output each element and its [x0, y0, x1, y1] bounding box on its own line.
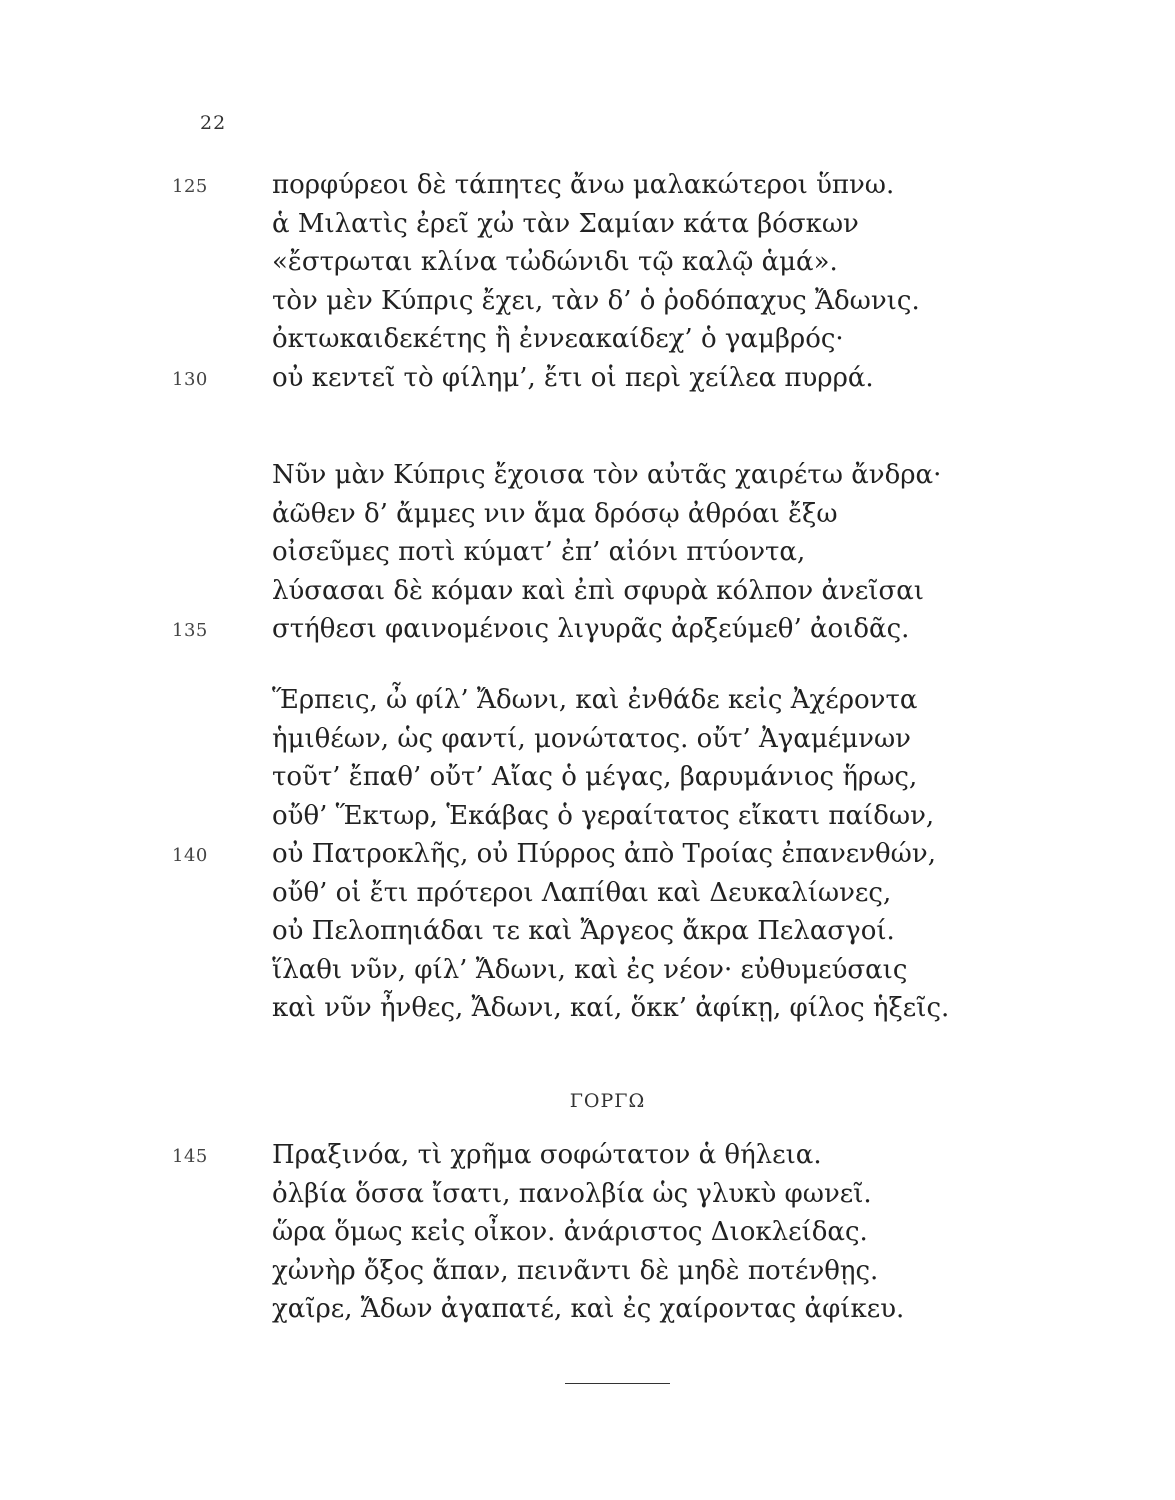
verse-line — [0, 614, 1175, 654]
verse-text: χαῖρε, Ἄδων ἀγαπατέ, καὶ ἐς χαίροντας ἀφίκευ. — [272, 1294, 905, 1324]
verse-text: καὶ νῦν ἦνθες, Ἄδωνι, καί, ὅκκ’ ἀφίκῃ, φίλος ἡξεῖς. — [272, 993, 950, 1023]
verse-line — [0, 955, 1175, 995]
verse-text: χὠνὴρ ὄξος ἅπαν, πεινᾶντι δὲ μηδὲ ποτένθῃς. — [272, 1255, 879, 1286]
verse-line — [0, 801, 1175, 841]
verse-text: ἵλαθι νῦν, φίλ’ Ἄδωνι, καὶ ἐς νέον· εὐθυμεύσαις — [272, 954, 908, 985]
verse-text: οὐ Πελοπηιάδαι τε καὶ Ἄργεος ἄκρα Πελασγοί. — [272, 916, 895, 946]
line-number: 135 — [172, 620, 208, 641]
verse-text: Πραξινόα, τὶ χρῆμα σοφώτατον ἁ θήλεια. — [272, 1140, 822, 1170]
verse-text: πορφύρεοι δὲ τάπητες ἄνω μαλακώτεροι ὕπνω. — [272, 170, 895, 200]
verse-text: ἀῶθεν δ’ ἄμμες νιν ἅμα δρόσῳ ἀθρόαι ἔξω — [272, 498, 838, 529]
verse-text: οἰσεῦμες ποτὶ κύματ’ ἐπ’ αἰόνι πτύοντα, — [272, 537, 806, 567]
verse-text: τὸν μὲν Κύπρις ἔχει, τὰν δ’ ὁ ῥοδόπαχυς Ἄδωνις. — [272, 285, 920, 316]
verse-line — [0, 363, 1175, 403]
verse-line — [0, 724, 1175, 764]
verse-text: ὀλβία ὅσσα ἴσατι, πανολβία ὡς γλυκὺ φωνεῖ. — [272, 1178, 872, 1209]
line-number: 140 — [172, 845, 208, 866]
line-number: 125 — [172, 176, 208, 197]
page-number: 22 — [200, 112, 227, 134]
verse-text: οὐ κεντεῖ τὸ φίλημ’, ἔτι οἱ περὶ χείλεα πυρρά. — [272, 362, 874, 393]
verse-line — [0, 209, 1175, 249]
verse-text: Ἕρπεις, ὦ φίλ’ Ἄδωνι, καὶ ἐνθάδε κεἰς Ἀχέροντα — [272, 685, 918, 715]
verse-line — [0, 878, 1175, 918]
verse-line — [0, 916, 1175, 956]
verse-line — [0, 839, 1175, 879]
line-number: 145 — [172, 1146, 208, 1167]
speaker-heading: ΓΟΡΓΩ — [569, 1090, 646, 1112]
verse-line — [0, 247, 1175, 287]
verse-line — [0, 576, 1175, 616]
verse-text: ὥρα ὅμως κεἰς οἶκον. ἀνάριστος Διοκλείδας. — [272, 1217, 868, 1247]
verse-line — [0, 286, 1175, 326]
verse-text: οὐ Πατροκλῆς, οὐ Πύρρος ἀπὸ Τροίας ἐπανενθών, — [272, 839, 936, 869]
verse-text: τοῦτ’ ἔπαθ’ οὔτ’ Αἴας ὁ μέγας, βαρυμάνιος ἥρως, — [272, 762, 918, 792]
verse-line — [0, 993, 1175, 1033]
verse-line — [0, 537, 1175, 577]
verse-text: ὀκτωκαιδεκέτης ἢ ἐννεακαίδεχ’ ὁ γαμβρός· — [272, 324, 844, 354]
line-number: 130 — [172, 368, 208, 390]
verse-line — [0, 685, 1175, 725]
verse-text: Νῦν μὰν Κύπρις ἔχοισα τὸν αὐτᾶς χαιρέτω ἄνδρα· — [272, 460, 942, 490]
verse-line — [0, 460, 1175, 500]
verse-text: «ἔστρωται κλίνα τὠδώνιδι τῷ καλῷ ἁμά». — [272, 247, 838, 277]
verse-line — [0, 170, 1175, 210]
verse-line — [0, 324, 1175, 364]
verse-line — [0, 1179, 1175, 1219]
verse-text: ἁ Μιλατὶς ἐρεῖ χὠ τὰν Σαμίαν κάτα βόσκων — [272, 208, 859, 239]
verse-line — [0, 762, 1175, 802]
verse-line — [0, 1140, 1175, 1180]
verse-line — [0, 1217, 1175, 1257]
verse-text: ἡμιθέων, ὡς φαντί, μονώτατος. οὔτ’ Ἀγαμέμνων — [272, 723, 911, 754]
verse-text: λύσασαι δὲ κόμαν καὶ ἐπὶ σφυρὰ κόλπον ἀνεῖσαι — [272, 575, 925, 606]
verse-line — [0, 499, 1175, 539]
verse-text: οὔθ’ Ἕκτωρ, Ἑκάβας ὁ γεραίτατος εἴκατι παίδων, — [272, 800, 935, 831]
verse-text: οὔθ’ οἱ ἔτι πρότεροι Λαπίθαι καὶ Δευκαλίωνες, — [272, 877, 892, 908]
verse-text: στήθεσι φαινομένοις λιγυρᾶς ἀρξεύμεθ’ ἀοιδᾶς. — [272, 614, 910, 644]
verse-line — [0, 1256, 1175, 1296]
closing-rule — [565, 1383, 670, 1384]
verse-line — [0, 1294, 1175, 1334]
